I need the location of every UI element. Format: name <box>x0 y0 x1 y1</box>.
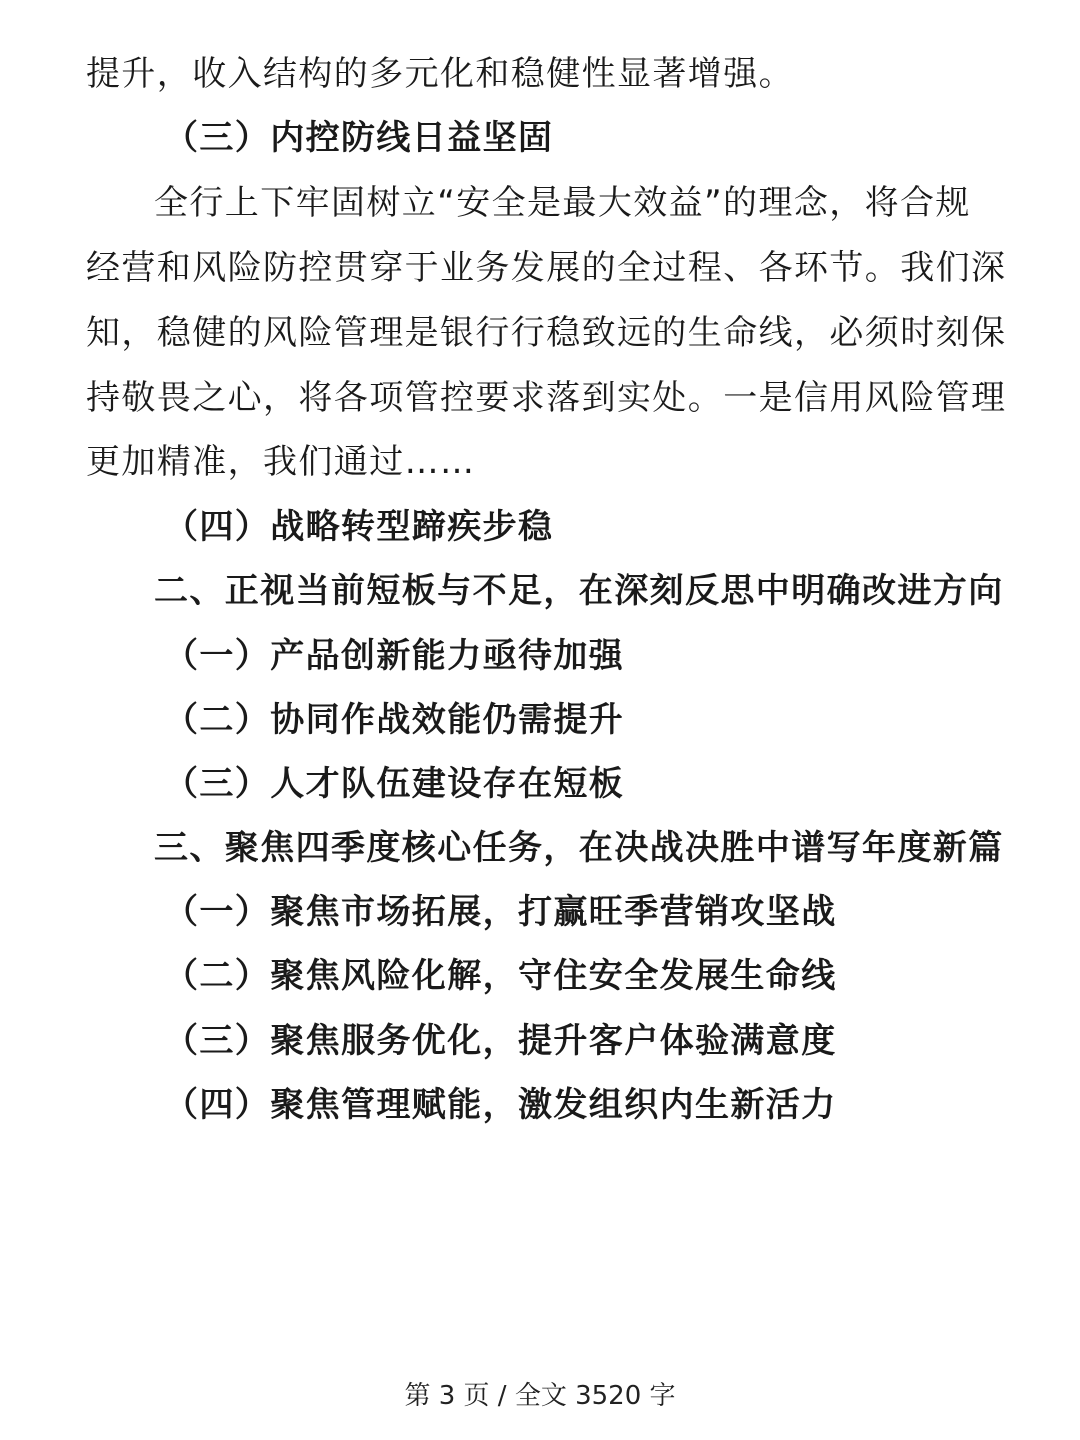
paragraph-line: 提升，收入结构的多元化和稳健性显著增强。 <box>86 54 794 94</box>
paragraph-line: 经营和风险防控贯穿于业务发展的全过程、各环节。我们深 <box>86 248 1007 288</box>
chapter-heading: 二、正视当前短板与不足，在深刻反思中明确改进方向 <box>154 571 1004 611</box>
section-heading: （一）聚焦市场拓展，打赢旺季营销攻坚战 <box>164 892 837 932</box>
section-heading: （四）战略转型蹄疾步稳 <box>164 507 554 547</box>
section-heading: （二）聚焦风险化解，守住安全发展生命线 <box>164 956 837 996</box>
page-footer: 第 3 页 / 全文 3520 字 <box>404 1381 676 1411</box>
paragraph-line: 知，稳健的风险管理是银行行稳致远的生命线，必须时刻保 <box>86 313 1007 353</box>
paragraph-line: 持敬畏之心，将各项管控要求落到实处。一是信用风险管理 <box>86 378 1007 418</box>
paragraph-line: 更加精准，我们通过…… <box>86 442 476 482</box>
chapter-heading: 三、聚焦四季度核心任务，在决战决胜中谱写年度新篇 <box>154 828 1004 868</box>
section-heading: （一）产品创新能力亟待加强 <box>164 636 625 676</box>
section-heading: （三）聚焦服务优化，提升客户体验满意度 <box>164 1021 837 1061</box>
section-heading: （三）内控防线日益坚固 <box>164 118 554 158</box>
paragraph-line: 全行上下牢固树立“安全是最大效益”的理念，将合规 <box>154 183 971 223</box>
section-heading: （二）协同作战效能仍需提升 <box>164 700 625 740</box>
section-heading: （三）人才队伍建设存在短板 <box>164 764 625 804</box>
section-heading: （四）聚焦管理赋能，激发组织内生新活力 <box>164 1085 837 1125</box>
